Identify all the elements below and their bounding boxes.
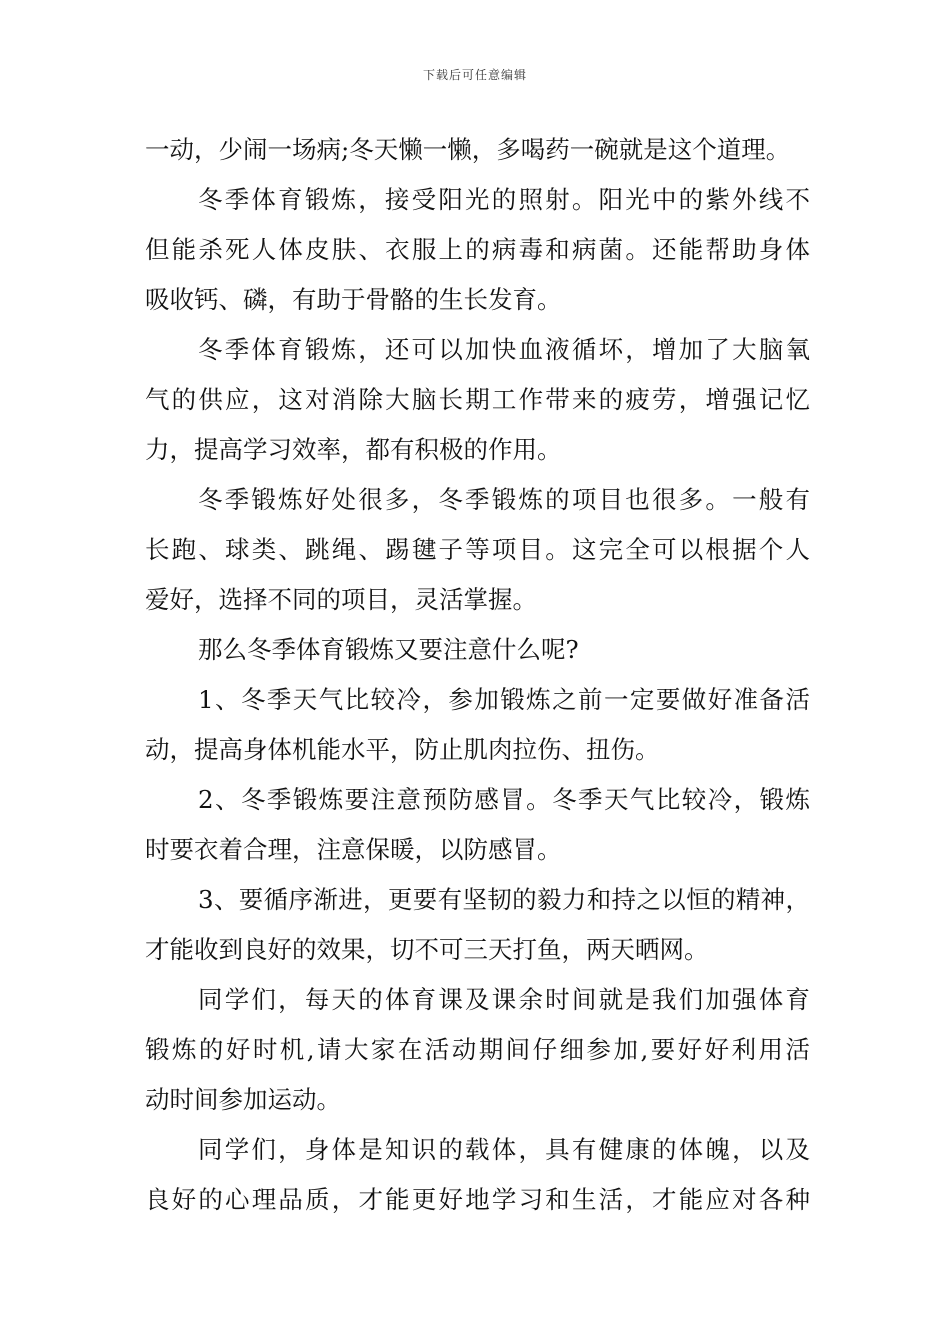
document-body [145,125,810,1225]
text-line: 吸收钙、磷，有助于骨骼的生长发育。 [145,285,562,314]
text-line: 气的供应，这对消除大脑长期工作带来的疲劳，增强记忆 [145,385,810,414]
text-line: 动，提高身体机能水平，防止肌肉拉伤、扭伤。 [145,735,660,764]
text-line: 良好的心理品质，才能更好地学习和生活，才能应对各种 [145,1185,810,1214]
page-header: 下载后可任意编辑 [422,68,527,82]
text-line: 才能收到良好的效果，切不可三天打鱼，两天晒网。 [145,935,709,964]
text-line: 冬季锻炼好处很多，冬季锻炼的项目也很多。一般有 [198,485,810,514]
text-line: 2、冬季锻炼要注意预防感冒。冬季天气比较冷，锻炼 [198,785,810,814]
text-line: 长跑、球类、跳绳、踢毽子等项目。这完全可以根据个人 [145,535,810,564]
text-line: 动时间参加运动。 [145,1085,341,1114]
text-line: 力，提高学习效率，都有积极的作用。 [145,435,562,464]
text-line: 冬季体育锻炼，接受阳光的照射。阳光中的紫外线不 [198,185,810,214]
text-line: 一动，少闹一场病;冬天懒一懒，多喝药一碗就是这个道理。 [145,135,791,164]
text-line: 锻炼的好时机,请大家在活动期间仔细参加,要好好利用活 [145,1035,810,1064]
text-line: 时要衣着合理，注意保暖，以防感冒。 [145,835,562,864]
text-line: 1、冬季天气比较冷，参加锻炼之前一定要做好准备活 [198,685,810,714]
text-line: 同学们，身体是知识的载体，具有健康的体魄，以及 [198,1135,810,1164]
text-line: 但能杀死人体皮肤、衣服上的病毒和病菌。还能帮助身体 [145,235,810,264]
text-line: 冬季体育锻炼，还可以加快血液循坏，增加了大脑氧 [198,335,810,364]
text-line: 3、要循序渐进，更要有坚韧的毅力和持之以恒的精神， [198,885,810,914]
text-line: 爱好，选择不同的项目，灵活掌握。 [145,585,537,614]
text-line: 同学们，每天的体育课及课余时间就是我们加强体育 [198,985,810,1014]
text-line: 那么冬季体育锻炼又要注意什么呢? [198,635,579,664]
